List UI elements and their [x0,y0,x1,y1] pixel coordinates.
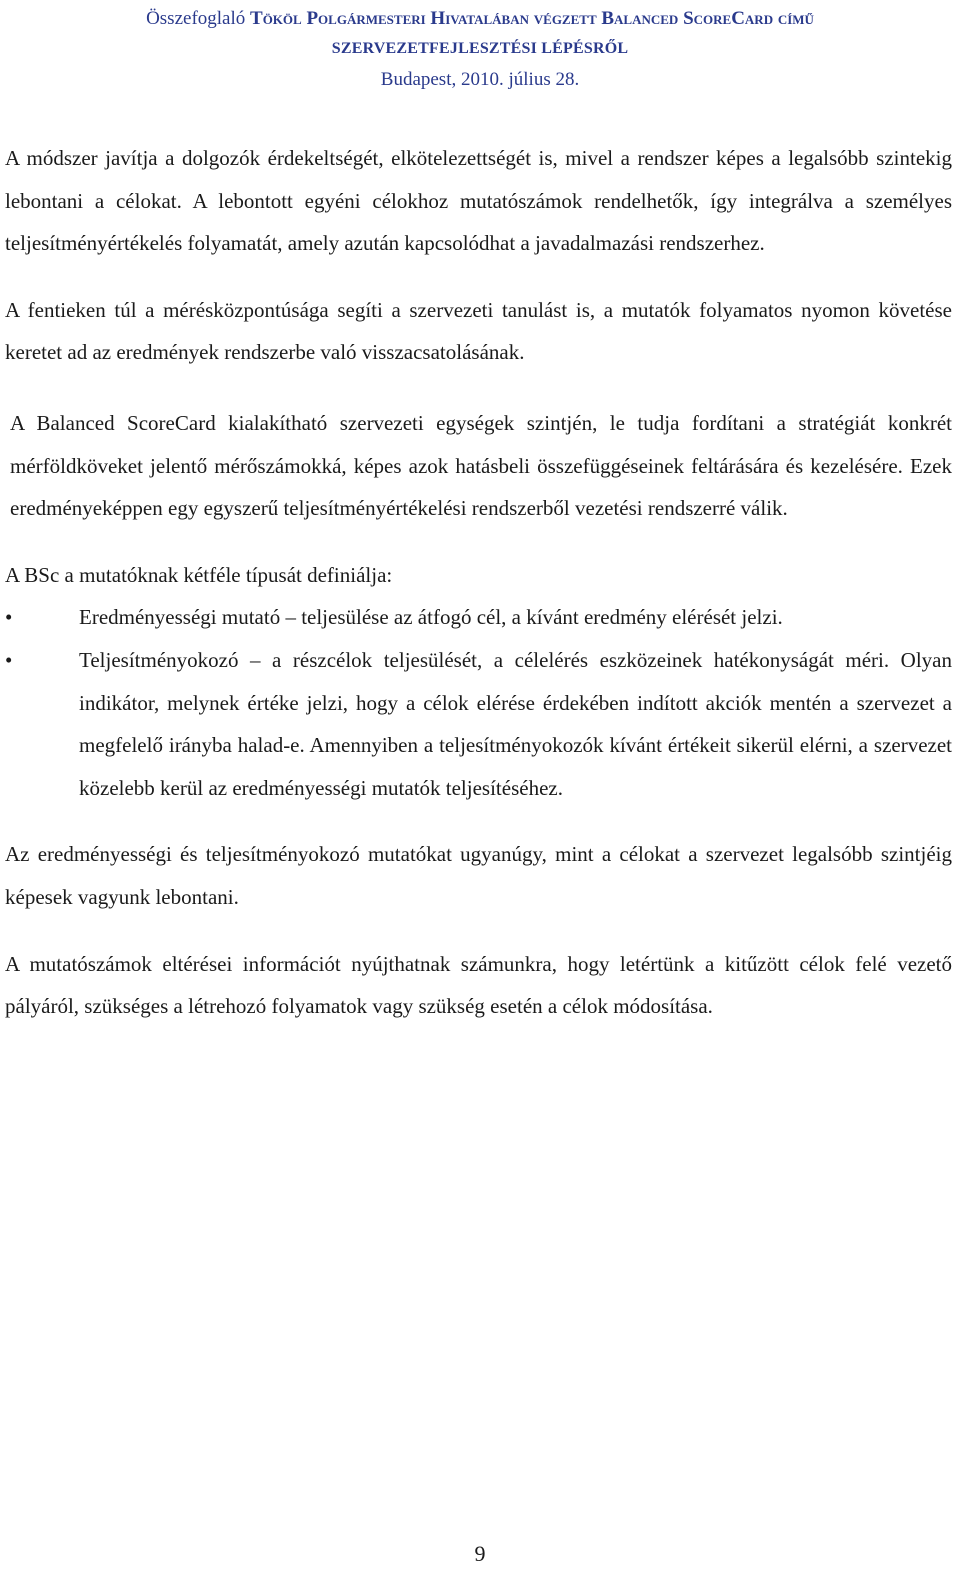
page-header [0,6,960,92]
header-title-line2: SZERVEZETFEJLESZTÉSI LÉPÉSRŐL [331,40,629,57]
list-item-text: Eredményességi mutató – teljesülése az átfogó cél, a kívánt eredmény elérését jelzi. [79,605,783,630]
list-item [5,596,952,639]
list-item-text: Teljesítményokozó – a részcélok teljesülését, a célelérés eszközeinek hatékonyságát méri. Olyan indikátor, melynek értéke jelzi, hogy a célok elérése érdekében indított akciók mentén a szervezet a megfelelő irányba halad-e. Amennyiben a teljesítményokozók kívánt értékeit sikerül elérni, a szervezet közelebb kerül az eredményességi mutatók teljesítéséhez. [79,647,952,800]
document-body [5,137,952,1028]
page-number: 9 [474,1541,486,1566]
header-place-date: Budapest, 2010. július 28. [380,69,580,90]
bullet-icon: • [5,647,13,672]
header-title-line1 [0,6,960,32]
header-prefix: Összefoglaló [146,8,246,29]
paragraph-motivation: A módszer javítja a dolgozók érdekeltségét, elkötelezettségét is, mivel a rendszer képes a legalsóbb szintekig lebontani a célokat. A lebontott egyéni célokhoz mutatószámok rendelhetők, így integrálva a személyes teljesítményértékelés folyamatát, amely azután kapcsolódhat a javadalmazási rendszerhez. [5,146,952,256]
paragraph-learning: A fentieken túl a mérésközpontúsága segíti a szervezeti tanulást is, a mutatók folyamatos nyomon követése keretet ad az eredmények rendszerbe való visszacsatolásának. [5,297,952,365]
indicator-type-list [5,596,952,809]
header-title: Tököl Polgármesteri Hivatalában végzett Balanced ScoreCard című [250,8,814,29]
list-item [5,639,952,809]
paragraph-breakdown: Az eredményességi és teljesítményokozó mutatókat ugyanúgy, mint a célokat a szervezet legalsóbb szintjéig képesek vagyunk lebontani. [5,842,952,909]
paragraph-deviations: A mutatószámok eltérései információt nyújthatnak számunkra, hogy letértünk a kitűzött célok felé vezető pályáról, szükséges a létrehozó folyamatok vagy szükség esetén a célok módosítása. [5,951,952,1019]
bullet-icon: • [5,605,13,630]
paragraph-bsc-units: A Balanced ScoreCard kialakítható szervezeti egységek szintjén, le tudja fordítani a stratégiát konkrét mérföldköveket jelentő mérőszámokká, képes azok hatásbeli összefüggéseinek feltárására és kezelésére. Ezek eredményeképpen egy egyszerű teljesítményértékelési rendszerből vezetési rendszerré válik. [10,410,952,521]
paragraph-indicator-types: A BSc a mutatóknak kétféle típusát definiálja: [5,562,393,587]
